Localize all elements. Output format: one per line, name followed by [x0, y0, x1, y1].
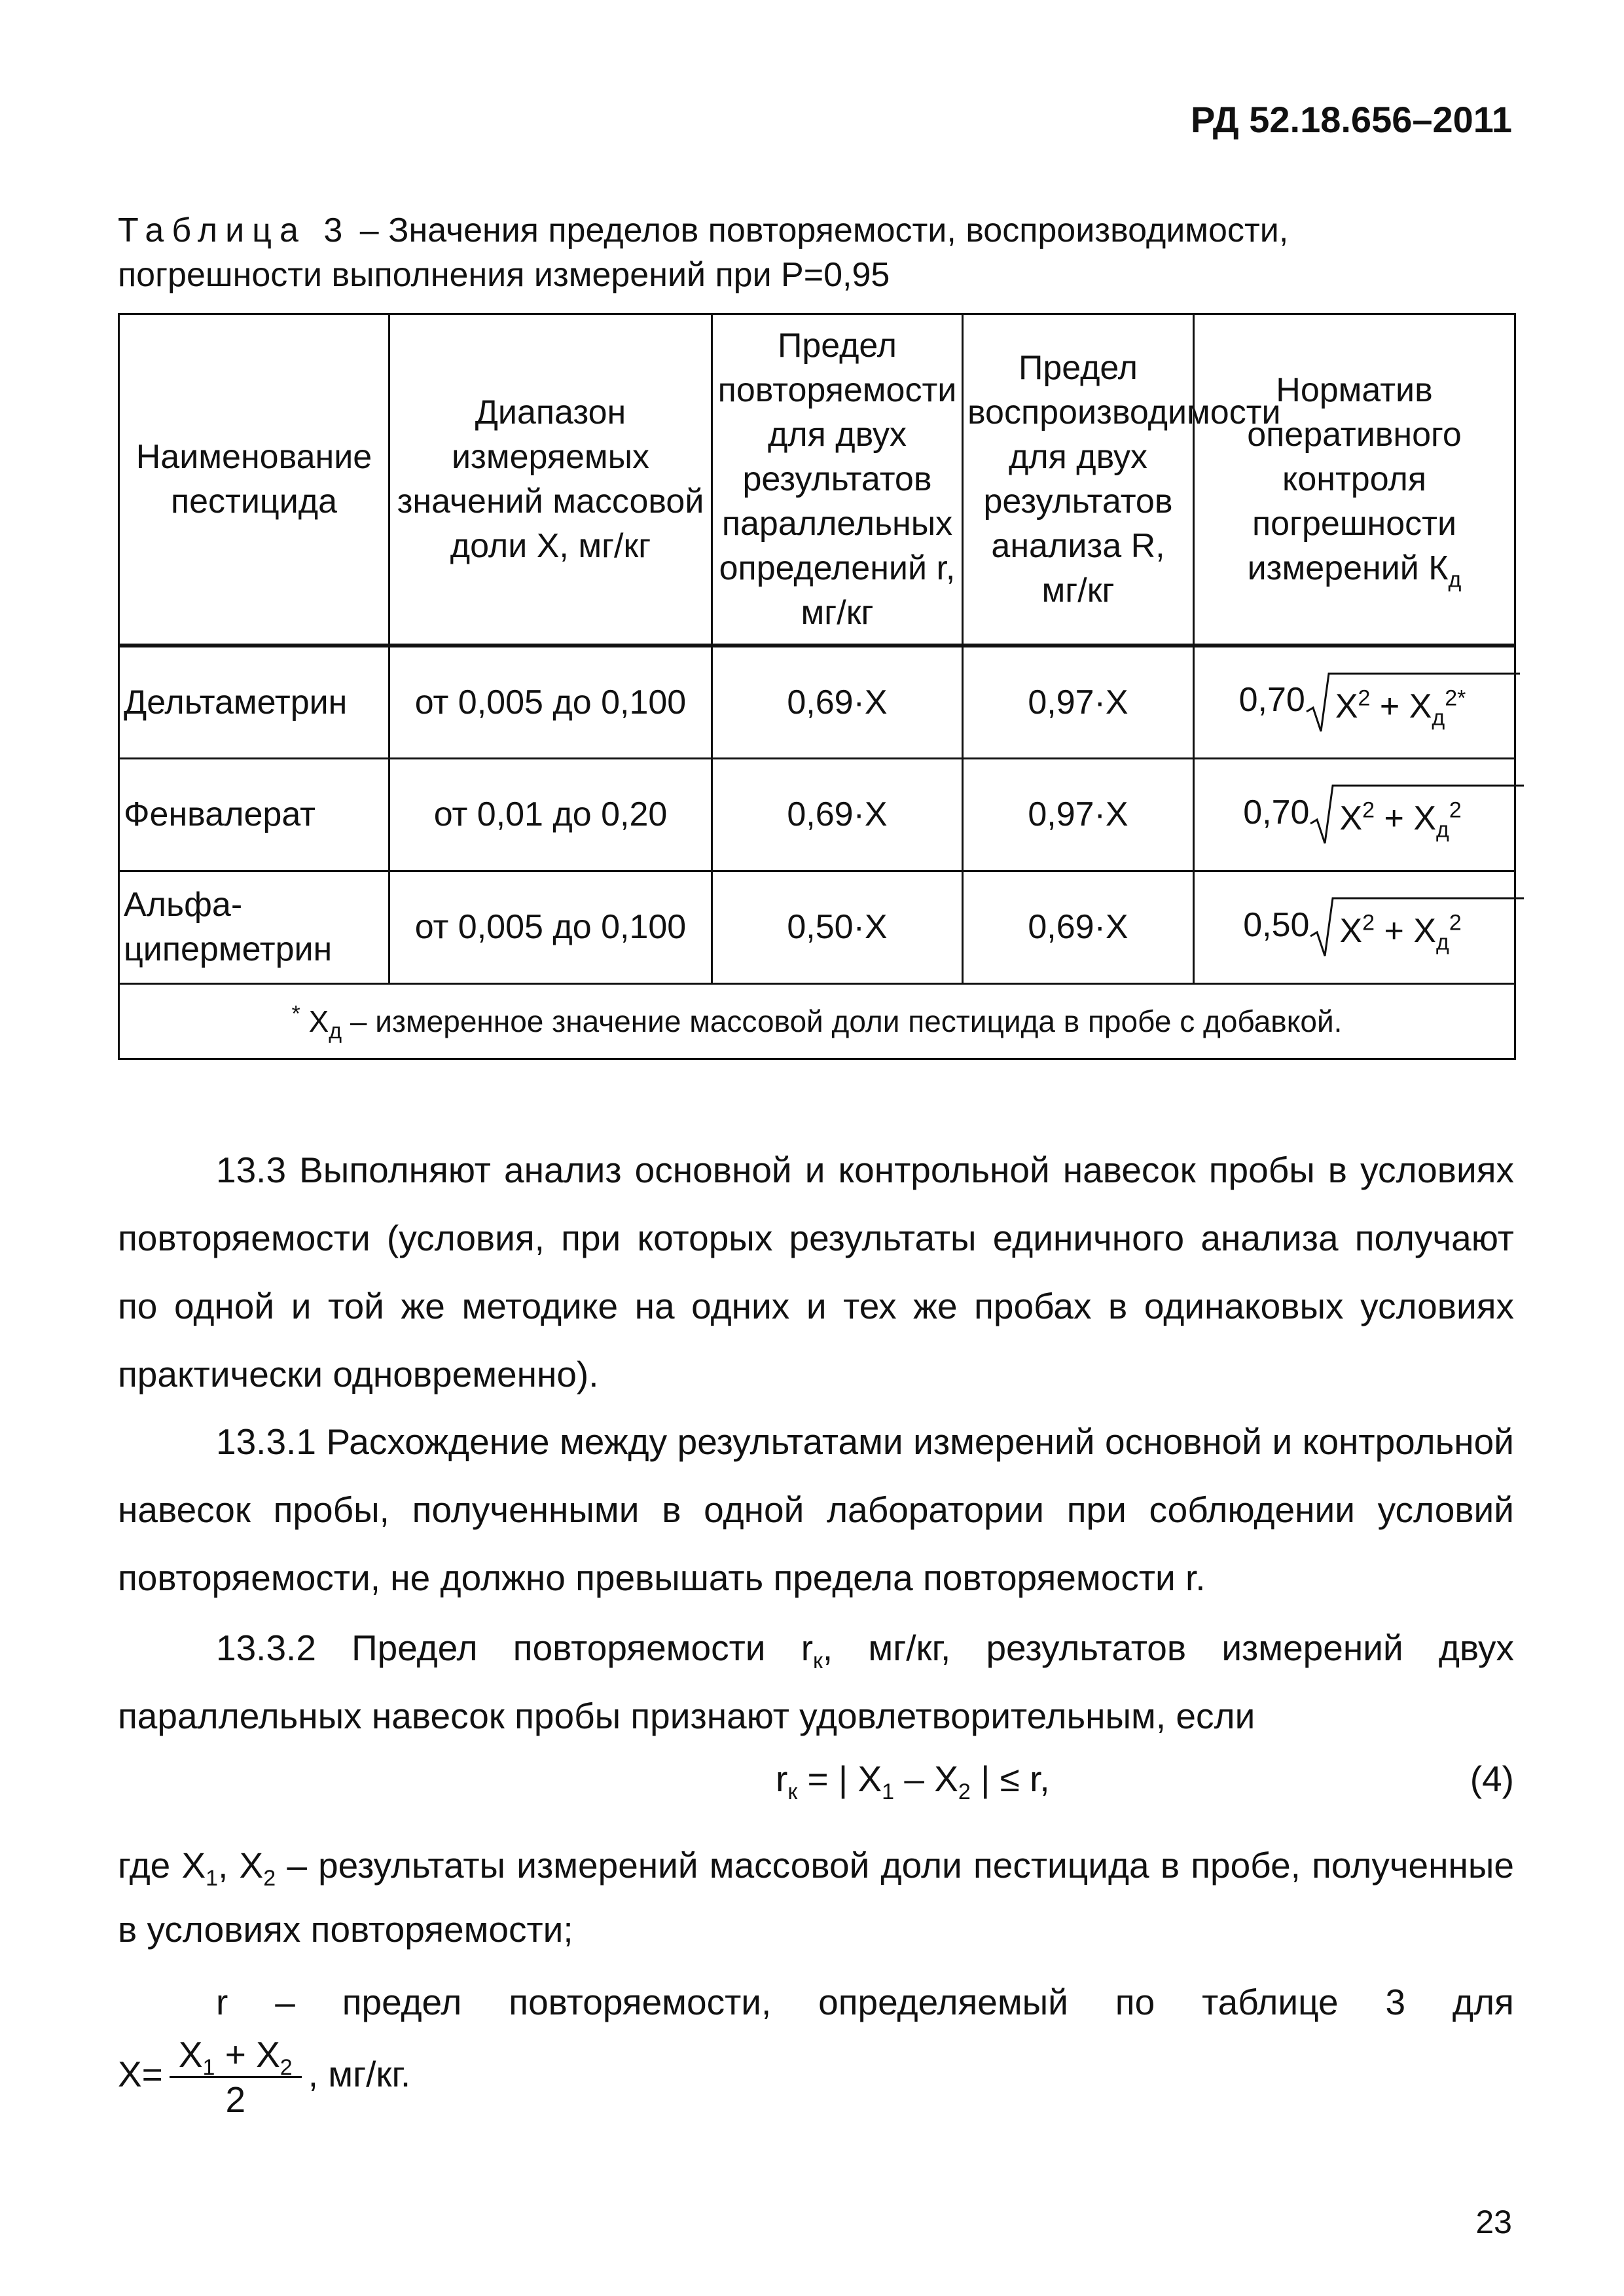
- paragraph-13-3-2: 13.3.2 Предел повторяемости $r_к$, мг/кг, результатов измерений двух параллельных навесок пробы признают удовлетворительным, если: [118, 1628, 1514, 1736]
- paragraph-13-3: 13.3 Выполняют анализ основной и контрольной навесок пробы в условиях повторяемости (условия, при которых результаты единичного анализа получают по одной и той же методике на одних и тех же пробах в одинаковых условиях практически одновременно).: [118, 1150, 1514, 1394]
- header-range: Диапазон измеряемых значений массовой доли Х, мг/кг: [389, 314, 712, 646]
- sqrt-symbol: $X^2 + X_д^{2*}$: [1305, 671, 1470, 734]
- document-code: РД 52.18.656–2011: [1190, 99, 1512, 140]
- table-header-row: [119, 314, 1515, 646]
- range-cell: от 0,005 до 0,100: [389, 646, 712, 758]
- mean-formula: Х= $\frac{X_1 + X_2}{2}$ , мг/кг.: [118, 2034, 411, 2120]
- range-cell: от 0,01 до 0,20: [389, 758, 712, 871]
- caption-text-2: погрешности выполнения измерений при Р=0,95: [118, 256, 890, 294]
- control-norm-cell: [1194, 646, 1515, 758]
- table-label: Таблица 3: [118, 211, 351, 249]
- caption-dash: –: [350, 211, 389, 249]
- norm-formula: 0,70 $X^2 + X_д^{2*}$: [1239, 681, 1470, 719]
- norm-formula: 0,70 $X^2 + X_д^2$: [1243, 793, 1466, 831]
- reproducibility-cell: 0,69·Х: [963, 871, 1194, 983]
- pesticide-name: Альфа-циперметрин: [119, 871, 389, 983]
- header-repeatability: Предел повторяемости для двух результатов параллельных определений r, мг/кг: [712, 314, 963, 646]
- repeatability-cell: 0,50·Х: [712, 871, 963, 983]
- where-definition: где $X_1$, $X_2$ – результаты измерений массовой доли пестицида в пробе, полученные в условиях повторяемости;: [118, 1845, 1514, 1950]
- sqrt-symbol: $X^2 + X_д^2$: [1309, 783, 1465, 846]
- range-cell: от 0,005 до 0,100: [389, 871, 712, 983]
- control-norm-cell: [1194, 871, 1515, 983]
- table-row: [119, 646, 1515, 758]
- fraction: $\frac{X_1 + X_2}{2}$: [170, 2033, 302, 2121]
- limits-table: [118, 313, 1516, 1060]
- table-footnote-row: [119, 983, 1515, 1059]
- equation-body: $r_к$ = | $X_1 - X_2$ | ≤ r,: [776, 1758, 1050, 1804]
- paragraph-13-3-1: 13.3.1 Расхождение между результатами измерений основной и контрольной навесок пробы, полученными в одной лаборатории при соблюдении условий повторяемости, не должно превышать предела повторяемости r.: [118, 1421, 1514, 1598]
- header-control-norm: Норматив оперативного контроля погрешности измерений $К_д$: [1194, 314, 1515, 646]
- repeatability-cell: 0,69·Х: [712, 646, 963, 758]
- reproducibility-cell: 0,97·Х: [963, 646, 1194, 758]
- reproducibility-cell: 0,97·Х: [963, 758, 1194, 871]
- repeatability-cell: 0,69·Х: [712, 758, 963, 871]
- equation-4: [118, 1758, 1514, 1817]
- equation-number: (4): [1470, 1758, 1514, 1799]
- table-footnote: * $Х_д$ – измеренное значение массовой доли пестицида в пробе с добавкой.: [119, 983, 1515, 1059]
- table-row: [119, 758, 1515, 871]
- sqrt-symbol: $X^2 + X_д^2$: [1309, 896, 1465, 958]
- table-caption: [118, 208, 1512, 297]
- header-reproducibility: Предел воспроизводимости для двух результатов анализа R, мг/кг: [963, 314, 1194, 646]
- norm-formula: 0,50 $X^2 + X_д^2$: [1243, 906, 1466, 944]
- table-row: [119, 871, 1515, 983]
- pesticide-name: Фенвалерат: [119, 758, 389, 871]
- caption-text-1: Значения пределов повторяемости, воспроизводимости,: [388, 211, 1289, 249]
- page-number: 23: [1475, 2204, 1512, 2240]
- pesticide-name: Дельтаметрин: [119, 646, 389, 758]
- control-norm-cell: [1194, 758, 1515, 871]
- r-definition: r – предел повторяемости, определяемый по таблице 3 для: [216, 1982, 1514, 2022]
- header-pesticide-name: Наименование пестицида: [119, 314, 389, 646]
